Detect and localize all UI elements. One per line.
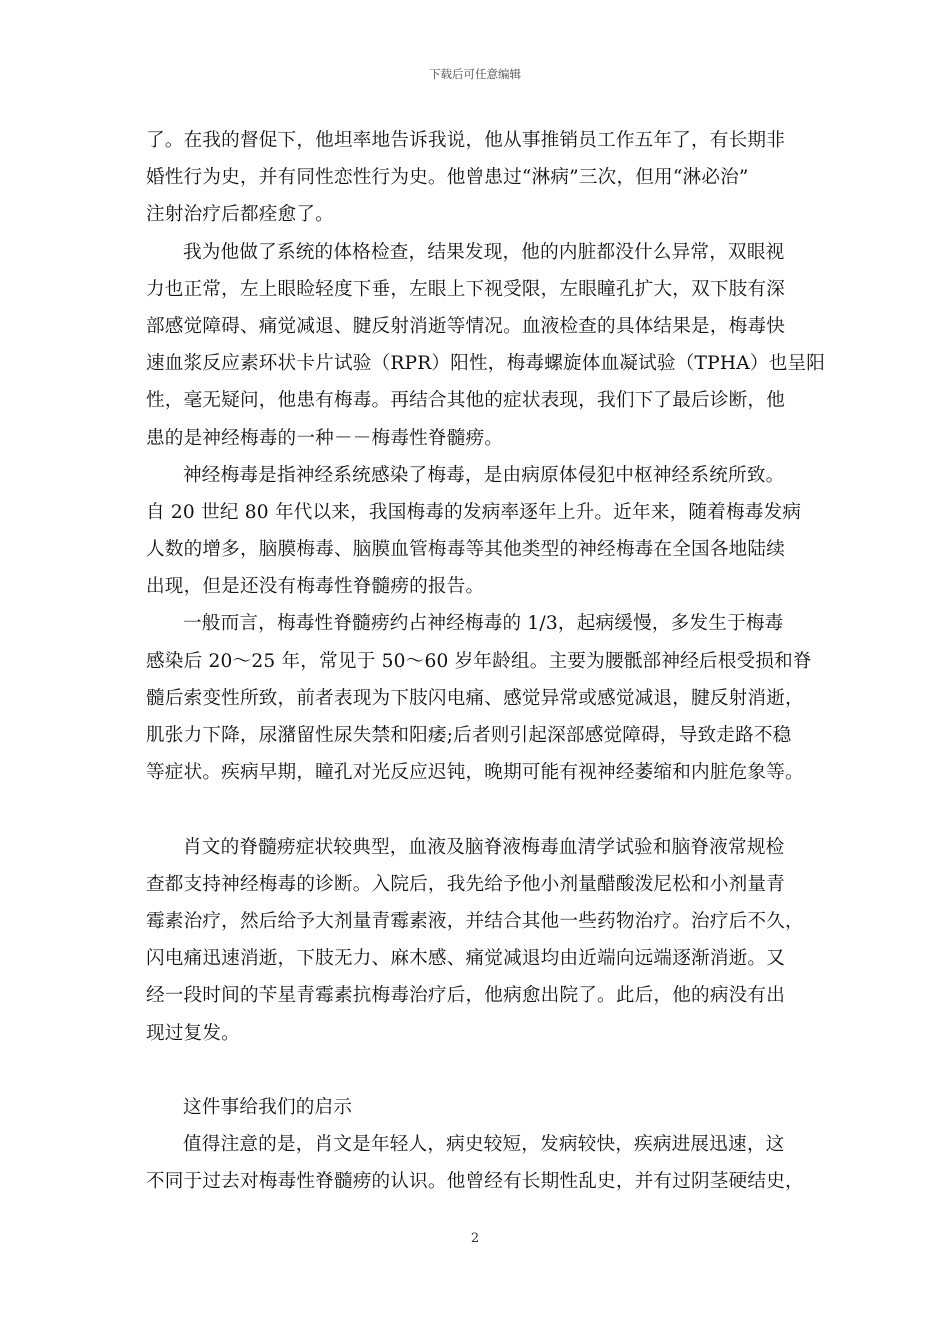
page-header: 下载后可任意编辑 [429,67,521,81]
text-line: 出现，但是还没有梅毒性脊髓痨的报告。 [146,576,485,598]
text-line: 现过复发。 [146,1022,240,1044]
paragraph [146,234,826,457]
section-heading-text: 这件事给我们的启示 [183,1096,353,1118]
text-line: 我为他做了系统的体格检查，结果发现，他的内脏都没什么异常，双眼视 [183,241,785,263]
paragraph [146,829,814,1052]
text-line: 自 20 世纪 80 年代以来，我国梅毒的发病率逐年上升。近年来，随着梅毒发病 [146,501,802,523]
text-line: 婚性行为史，并有同性恋性行为史。他曾患过“淋病”三次，但用“淋必治” [146,167,749,189]
paragraph [146,605,814,791]
text-line: 性，毫无疑问，他患有梅毒。再结合其他的症状表现，我们下了最后诊断，他 [146,390,785,412]
paragraph [146,1126,814,1200]
text-line: 闪电痛迅速消逝，下肢无力、麻木感、痛觉减退均由近端向远端逐渐消逝。又 [146,948,785,970]
text-line: 人数的增多，脑膜梅毒、脑膜血管梅毒等其他类型的神经梅毒在全国各地陆续 [146,539,785,561]
text-line: 感染后 20～25 年，常见于 50～60 岁年龄组。主要为腰骶部神经后根受损和脊 [146,650,812,672]
text-line: 查都支持神经梅毒的诊断。入院后，我先给予他小剂量醋酸泼尼松和小剂量青 [146,873,785,895]
section-heading [146,1089,814,1126]
text-line: 霉素治疗，然后给予大剂量青霉素液，并结合其他一些药物治疗。治疗后不久， [146,910,804,932]
text-line: 经一段时间的苄星青霉素抗梅毒治疗后，他病愈出院了。此后，他的病没有出 [146,985,785,1007]
text-line: 了。在我的督促下，他坦率地告诉我说，他从事推销员工作五年了，有长期非 [146,130,785,151]
text-line: 力也正常，左上眼睑轻度下垂，左眼上下视受限，左眼瞳孔扩大，双下肢有深 [146,278,785,300]
text-line: 肌张力下降，尿潴留性尿失禁和阳痿;后者则引起深部感觉障碍，导致走路不稳 [146,725,792,746]
page-number: 2 [470,1231,480,1246]
text-line: 患的是神经梅毒的一种－－梅毒性脊髓痨。 [146,427,504,449]
text-line: 肖文的脊髓痨症状较典型，血液及脑脊液梅毒血清学试验和脑脊液常规检 [183,836,785,858]
text-line: 不同于过去对梅毒性脊髓痨的认识。他曾经有长期性乱史，并有过阴茎硬结史， [146,1171,804,1193]
text-line: 值得注意的是，肖文是年轻人，病史较短，发病较快，疾病进展迅速，这 [183,1134,785,1156]
paragraph [146,457,814,606]
text-line: 部感觉障碍、痛觉减退、腱反射消逝等情况。血液检查的具体结果是，梅毒快 [146,315,785,337]
text-line: 髓后索变性所致，前者表现为下肢闪电痛、感觉异常或感觉减退，腱反射消逝， [146,687,804,709]
text-line: 神经梅毒是指神经系统感染了梅毒，是由病原体侵犯中枢神经系统所致。 [183,464,785,486]
paragraph [146,122,814,234]
text-line: 等症状。疾病早期，瞳孔对光反应迟钝，晚期可能有视神经萎缩和内脏危象等。 [146,762,804,784]
paragraph-gap [146,1052,814,1089]
text-line: 注射治疗后都痊愈了。 [146,204,334,226]
text-line: 一般而言，梅毒性脊髓痨约占神经梅毒的 1/3，起病缓慢，多发生于梅毒 [183,613,784,635]
paragraph-gap [146,791,814,828]
document-body [146,122,826,1200]
text-line: 速血浆反应素环状卡片试验（RPR）阳性，梅毒螺旋体血凝试验（TPHA）也呈阳 [146,353,826,375]
